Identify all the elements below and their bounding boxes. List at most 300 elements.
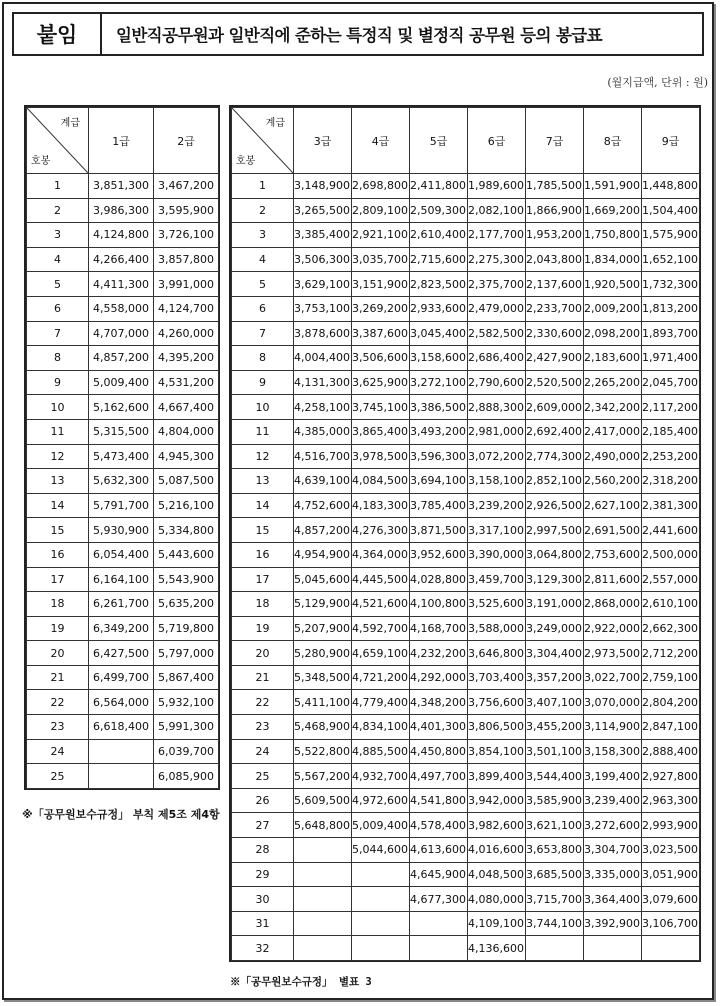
corner-grade-label: 계급	[265, 118, 285, 129]
salary-cell: 4,932,700	[352, 764, 410, 789]
salary-cell: 3,744,100	[526, 911, 584, 936]
step-cell: 2	[232, 198, 294, 223]
salary-cell: 3,588,000	[468, 616, 526, 641]
salary-cell: 4,445,500	[352, 567, 410, 592]
table-row	[27, 370, 219, 395]
salary-cell: 2,927,800	[642, 764, 700, 789]
salary-cell	[294, 838, 352, 863]
salary-cell: 4,131,300	[294, 370, 352, 395]
salary-cell: 2,117,200	[642, 395, 700, 420]
salary-cell: 2,823,500	[410, 272, 468, 297]
table-row	[27, 469, 219, 494]
salary-cell: 2,609,000	[526, 395, 584, 420]
salary-cell: 3,158,600	[410, 346, 468, 371]
corner-grade-label: 계급	[60, 118, 80, 129]
salary-cell: 3,715,700	[526, 887, 584, 912]
unit-note: (월지급액, 단위 : 원)	[607, 76, 708, 89]
corner-step-label: 호봉	[31, 156, 51, 167]
salary-cell: 4,885,500	[352, 739, 410, 764]
salary-cell: 3,899,400	[468, 764, 526, 789]
table-row	[232, 419, 700, 444]
step-cell: 17	[232, 567, 294, 592]
salary-cell: 3,806,500	[468, 715, 526, 740]
salary-cell: 4,613,600	[410, 838, 468, 863]
salary-cell: 3,023,500	[642, 838, 700, 863]
salary-cell	[352, 887, 410, 912]
salary-cell: 2,933,600	[410, 296, 468, 321]
step-cell: 14	[27, 493, 89, 518]
salary-cell: 2,253,200	[642, 444, 700, 469]
salary-cell: 4,578,400	[410, 813, 468, 838]
salary-cell: 4,266,400	[89, 247, 154, 272]
table-row	[232, 838, 700, 863]
step-cell: 28	[232, 838, 294, 863]
salary-cell: 3,865,400	[352, 419, 410, 444]
salary-cell	[352, 936, 410, 961]
right-grade-header: 9급	[642, 108, 700, 174]
salary-cell: 2,963,300	[642, 788, 700, 813]
salary-cell: 5,162,600	[89, 395, 154, 420]
salary-cell: 2,183,600	[584, 346, 642, 371]
salary-cell: 3,035,700	[352, 247, 410, 272]
right-grade-header: 4급	[352, 108, 410, 174]
step-cell: 31	[232, 911, 294, 936]
salary-cell: 4,258,100	[294, 395, 352, 420]
step-cell: 11	[27, 419, 89, 444]
salary-cell: 4,136,600	[468, 936, 526, 961]
right-grade-header: 6급	[468, 108, 526, 174]
step-cell: 16	[27, 542, 89, 567]
salary-cell: 3,942,000	[468, 788, 526, 813]
salary-cell: 2,691,500	[584, 518, 642, 543]
salary-cell: 4,857,200	[89, 346, 154, 371]
salary-cell: 5,087,500	[154, 469, 219, 494]
salary-cell: 3,106,700	[642, 911, 700, 936]
salary-cell: 3,585,900	[526, 788, 584, 813]
corner-step-label: 호봉	[236, 156, 256, 167]
salary-cell: 5,207,900	[294, 616, 352, 641]
salary-cell: 4,497,700	[410, 764, 468, 789]
salary-cell: 1,893,700	[642, 321, 700, 346]
step-cell: 8	[232, 346, 294, 371]
salary-cell: 2,686,400	[468, 346, 526, 371]
table-row	[232, 764, 700, 789]
salary-cell: 4,411,300	[89, 272, 154, 297]
right-grade-header: 8급	[584, 108, 642, 174]
step-cell: 10	[27, 395, 89, 420]
salary-cell: 4,972,600	[352, 788, 410, 813]
salary-cell: 3,459,700	[468, 567, 526, 592]
salary-cell: 4,521,600	[352, 592, 410, 617]
right-corner-header	[232, 108, 294, 174]
salary-cell: 5,411,100	[294, 690, 352, 715]
salary-cell: 5,930,900	[89, 518, 154, 543]
step-cell: 14	[232, 493, 294, 518]
salary-cell	[526, 936, 584, 961]
salary-cell: 2,993,900	[642, 813, 700, 838]
salary-cell	[89, 739, 154, 764]
table-row	[232, 223, 700, 248]
salary-cell: 5,791,700	[89, 493, 154, 518]
salary-cell: 3,986,300	[89, 198, 154, 223]
salary-cell: 4,348,200	[410, 690, 468, 715]
salary-cell: 2,441,600	[642, 518, 700, 543]
table-row	[232, 346, 700, 371]
salary-cell: 3,726,100	[154, 223, 219, 248]
salary-cell: 3,756,600	[468, 690, 526, 715]
salary-cell: 5,348,500	[294, 665, 352, 690]
salary-cell: 2,520,500	[526, 370, 584, 395]
salary-cell: 2,098,200	[584, 321, 642, 346]
salary-cell: 4,109,100	[468, 911, 526, 936]
right-grade-header: 3급	[294, 108, 352, 174]
table-row	[27, 223, 219, 248]
salary-cell: 5,044,600	[352, 838, 410, 863]
salary-cell	[352, 911, 410, 936]
salary-cell: 2,921,100	[352, 223, 410, 248]
salary-cell	[294, 936, 352, 961]
salary-cell: 3,978,500	[352, 444, 410, 469]
salary-cell: 3,070,000	[584, 690, 642, 715]
salary-cell: 3,335,000	[584, 862, 642, 887]
salary-cell: 4,450,800	[410, 739, 468, 764]
salary-cell: 5,632,300	[89, 469, 154, 494]
salary-cell: 6,427,500	[89, 641, 154, 666]
salary-cell: 5,867,400	[154, 665, 219, 690]
salary-cell: 5,216,100	[154, 493, 219, 518]
step-cell: 9	[27, 370, 89, 395]
salary-cell: 3,148,900	[294, 174, 352, 199]
salary-cell: 2,318,200	[642, 469, 700, 494]
right-footnote: ※「공무원보수규정」 별표 3	[230, 976, 372, 988]
table-row	[27, 665, 219, 690]
table-row	[232, 469, 700, 494]
step-cell: 4	[232, 247, 294, 272]
salary-cell: 2,411,800	[410, 174, 468, 199]
right-grade-header: 5급	[410, 108, 468, 174]
salary-cell: 3,625,900	[352, 370, 410, 395]
table-row	[232, 296, 700, 321]
salary-cell: 4,531,200	[154, 370, 219, 395]
salary-cell: 3,544,400	[526, 764, 584, 789]
table-row	[232, 739, 700, 764]
salary-cell: 4,667,400	[154, 395, 219, 420]
title-bar	[12, 12, 704, 56]
salary-cell: 3,304,700	[584, 838, 642, 863]
table-row	[27, 690, 219, 715]
table-row	[232, 370, 700, 395]
salary-cell: 4,752,600	[294, 493, 352, 518]
table-row	[232, 567, 700, 592]
salary-cell: 2,330,600	[526, 321, 584, 346]
salary-cell: 1,989,600	[468, 174, 526, 199]
salary-cell	[294, 862, 352, 887]
table-row	[27, 346, 219, 371]
salary-cell: 3,596,300	[410, 444, 468, 469]
salary-cell: 6,164,100	[89, 567, 154, 592]
salary-cell: 3,265,500	[294, 198, 352, 223]
step-cell: 12	[232, 444, 294, 469]
salary-cell: 3,239,200	[468, 493, 526, 518]
salary-cell: 4,834,100	[352, 715, 410, 740]
salary-cell: 3,272,100	[410, 370, 468, 395]
salary-cell: 3,854,100	[468, 739, 526, 764]
table-row	[27, 493, 219, 518]
salary-cell: 2,715,600	[410, 247, 468, 272]
table-row	[27, 198, 219, 223]
salary-cell: 4,385,000	[294, 419, 352, 444]
table-row	[232, 518, 700, 543]
salary-cell: 3,269,200	[352, 296, 410, 321]
salary-cell: 2,582,500	[468, 321, 526, 346]
salary-cell: 5,045,600	[294, 567, 352, 592]
salary-cell: 6,564,000	[89, 690, 154, 715]
salary-cell: 2,610,400	[410, 223, 468, 248]
salary-cell: 3,703,400	[468, 665, 526, 690]
step-cell: 13	[232, 469, 294, 494]
salary-cell: 2,973,500	[584, 641, 642, 666]
table-row	[232, 542, 700, 567]
salary-cell: 4,945,300	[154, 444, 219, 469]
salary-cell: 2,381,300	[642, 493, 700, 518]
salary-cell: 3,653,800	[526, 838, 584, 863]
left-grade-header: 2급	[154, 108, 219, 174]
salary-cell: 4,779,400	[352, 690, 410, 715]
salary-cell: 3,745,100	[352, 395, 410, 420]
salary-cell: 4,183,300	[352, 493, 410, 518]
table-row	[232, 174, 700, 199]
salary-cell: 5,443,600	[154, 542, 219, 567]
salary-cell: 4,232,200	[410, 641, 468, 666]
salary-cell: 6,499,700	[89, 665, 154, 690]
salary-cell: 2,804,200	[642, 690, 700, 715]
salary-cell: 3,158,100	[468, 469, 526, 494]
salary-cell: 4,124,700	[154, 296, 219, 321]
salary-cell: 1,813,200	[642, 296, 700, 321]
salary-cell: 3,386,500	[410, 395, 468, 420]
salary-cell: 2,997,500	[526, 518, 584, 543]
salary-cell: 2,981,000	[468, 419, 526, 444]
salary-cell: 5,567,200	[294, 764, 352, 789]
table-row	[232, 862, 700, 887]
salary-cell: 2,557,000	[642, 567, 700, 592]
salary-cell: 2,177,700	[468, 223, 526, 248]
step-cell: 24	[27, 739, 89, 764]
step-cell: 21	[232, 665, 294, 690]
salary-cell: 1,920,500	[584, 272, 642, 297]
salary-table-grades-1-2	[26, 107, 219, 789]
salary-cell: 5,543,900	[154, 567, 219, 592]
salary-cell: 1,750,800	[584, 223, 642, 248]
salary-cell: 1,971,400	[642, 346, 700, 371]
table-row	[27, 567, 219, 592]
step-cell: 15	[232, 518, 294, 543]
salary-cell: 4,401,300	[410, 715, 468, 740]
salary-cell: 2,275,300	[468, 247, 526, 272]
salary-cell: 1,591,900	[584, 174, 642, 199]
salary-cell: 5,473,400	[89, 444, 154, 469]
step-cell: 24	[232, 739, 294, 764]
table-row	[232, 936, 700, 961]
attachment-badge: 붙임	[14, 14, 102, 54]
salary-cell: 2,342,200	[584, 395, 642, 420]
table-row	[232, 690, 700, 715]
salary-cell: 5,991,300	[154, 715, 219, 740]
step-cell: 18	[232, 592, 294, 617]
table-row	[27, 616, 219, 641]
table-row	[232, 592, 700, 617]
salary-cell: 5,797,000	[154, 641, 219, 666]
table-row	[27, 641, 219, 666]
salary-cell: 3,685,500	[526, 862, 584, 887]
salary-cell: 2,045,700	[642, 370, 700, 395]
salary-cell: 4,004,400	[294, 346, 352, 371]
salary-cell: 4,276,300	[352, 518, 410, 543]
salary-cell: 1,448,800	[642, 174, 700, 199]
salary-cell	[352, 862, 410, 887]
step-cell: 19	[27, 616, 89, 641]
salary-cell: 3,455,200	[526, 715, 584, 740]
salary-cell: 4,080,000	[468, 887, 526, 912]
salary-cell: 2,479,000	[468, 296, 526, 321]
step-cell: 22	[27, 690, 89, 715]
document-title: 일반직공무원과 일반직에 준하는 특정직 및 별정직 공무원 등의 봉급표	[116, 26, 602, 45]
step-cell: 30	[232, 887, 294, 912]
salary-cell: 3,064,800	[526, 542, 584, 567]
table-row	[27, 321, 219, 346]
salary-cell: 5,609,500	[294, 788, 352, 813]
table-row	[27, 739, 219, 764]
salary-cell: 4,016,600	[468, 838, 526, 863]
salary-cell: 3,871,500	[410, 518, 468, 543]
salary-cell: 4,100,800	[410, 592, 468, 617]
salary-cell: 3,753,100	[294, 296, 352, 321]
salary-cell: 5,280,900	[294, 641, 352, 666]
salary-cell: 3,525,600	[468, 592, 526, 617]
salary-cell: 2,852,100	[526, 469, 584, 494]
salary-cell: 5,635,200	[154, 592, 219, 617]
salary-cell: 3,851,300	[89, 174, 154, 199]
salary-cell: 2,082,100	[468, 198, 526, 223]
salary-cell: 2,375,700	[468, 272, 526, 297]
salary-cell: 3,045,400	[410, 321, 468, 346]
table-row	[27, 395, 219, 420]
table-row	[27, 444, 219, 469]
step-cell: 5	[27, 272, 89, 297]
salary-cell: 3,199,400	[584, 764, 642, 789]
right-table-box	[229, 105, 701, 962]
step-cell: 12	[27, 444, 89, 469]
salary-cell: 3,079,600	[642, 887, 700, 912]
step-cell: 27	[232, 813, 294, 838]
salary-cell: 1,732,300	[642, 272, 700, 297]
table-row	[232, 395, 700, 420]
step-cell: 15	[27, 518, 89, 543]
salary-cell: 2,233,700	[526, 296, 584, 321]
salary-cell: 3,506,600	[352, 346, 410, 371]
salary-cell: 3,392,900	[584, 911, 642, 936]
salary-cell: 2,888,400	[642, 739, 700, 764]
salary-cell: 4,857,200	[294, 518, 352, 543]
step-cell: 16	[232, 542, 294, 567]
salary-cell: 2,560,200	[584, 469, 642, 494]
salary-cell: 6,039,700	[154, 739, 219, 764]
step-cell: 1	[27, 174, 89, 199]
salary-cell: 6,618,400	[89, 715, 154, 740]
salary-cell: 1,785,500	[526, 174, 584, 199]
salary-cell: 6,054,400	[89, 542, 154, 567]
table-row	[27, 764, 219, 789]
salary-cell: 3,493,200	[410, 419, 468, 444]
salary-cell: 4,084,500	[352, 469, 410, 494]
salary-cell: 3,385,400	[294, 223, 352, 248]
salary-cell: 5,522,800	[294, 739, 352, 764]
left-corner-header	[27, 108, 89, 174]
salary-cell: 2,712,200	[642, 641, 700, 666]
salary-cell: 1,575,900	[642, 223, 700, 248]
salary-cell: 4,659,100	[352, 641, 410, 666]
table-row	[232, 272, 700, 297]
table-row	[27, 419, 219, 444]
step-cell: 18	[27, 592, 89, 617]
salary-cell: 3,022,700	[584, 665, 642, 690]
salary-cell: 2,610,100	[642, 592, 700, 617]
table-row	[232, 813, 700, 838]
left-grade-header: 1급	[89, 108, 154, 174]
step-cell: 7	[27, 321, 89, 346]
salary-cell: 4,516,700	[294, 444, 352, 469]
step-cell: 13	[27, 469, 89, 494]
salary-cell: 1,866,900	[526, 198, 584, 223]
salary-table-grades-3-9	[231, 107, 700, 961]
salary-cell: 3,239,400	[584, 788, 642, 813]
salary-cell: 5,315,500	[89, 419, 154, 444]
salary-cell: 3,304,400	[526, 641, 584, 666]
salary-cell: 2,753,600	[584, 542, 642, 567]
salary-cell: 3,317,100	[468, 518, 526, 543]
salary-cell: 3,191,000	[526, 592, 584, 617]
salary-cell: 3,952,600	[410, 542, 468, 567]
salary-cell: 6,261,700	[89, 592, 154, 617]
salary-cell	[89, 764, 154, 789]
table-row	[232, 616, 700, 641]
salary-cell: 3,051,900	[642, 862, 700, 887]
table-row	[232, 665, 700, 690]
salary-cell: 3,249,000	[526, 616, 584, 641]
step-cell: 25	[27, 764, 89, 789]
salary-cell: 3,629,100	[294, 272, 352, 297]
salary-cell	[410, 936, 468, 961]
salary-cell: 3,129,300	[526, 567, 584, 592]
salary-cell: 3,407,100	[526, 690, 584, 715]
salary-cell: 2,790,600	[468, 370, 526, 395]
table-row	[27, 518, 219, 543]
table-row	[232, 911, 700, 936]
salary-cell: 4,592,700	[352, 616, 410, 641]
step-cell: 17	[27, 567, 89, 592]
step-cell: 9	[232, 370, 294, 395]
salary-cell: 5,009,400	[89, 370, 154, 395]
salary-cell: 3,357,200	[526, 665, 584, 690]
salary-cell: 4,541,800	[410, 788, 468, 813]
step-cell: 1	[232, 174, 294, 199]
salary-cell: 1,834,000	[584, 247, 642, 272]
table-row	[232, 321, 700, 346]
step-cell: 25	[232, 764, 294, 789]
salary-cell: 2,500,000	[642, 542, 700, 567]
table-row	[232, 641, 700, 666]
salary-cell: 2,427,900	[526, 346, 584, 371]
